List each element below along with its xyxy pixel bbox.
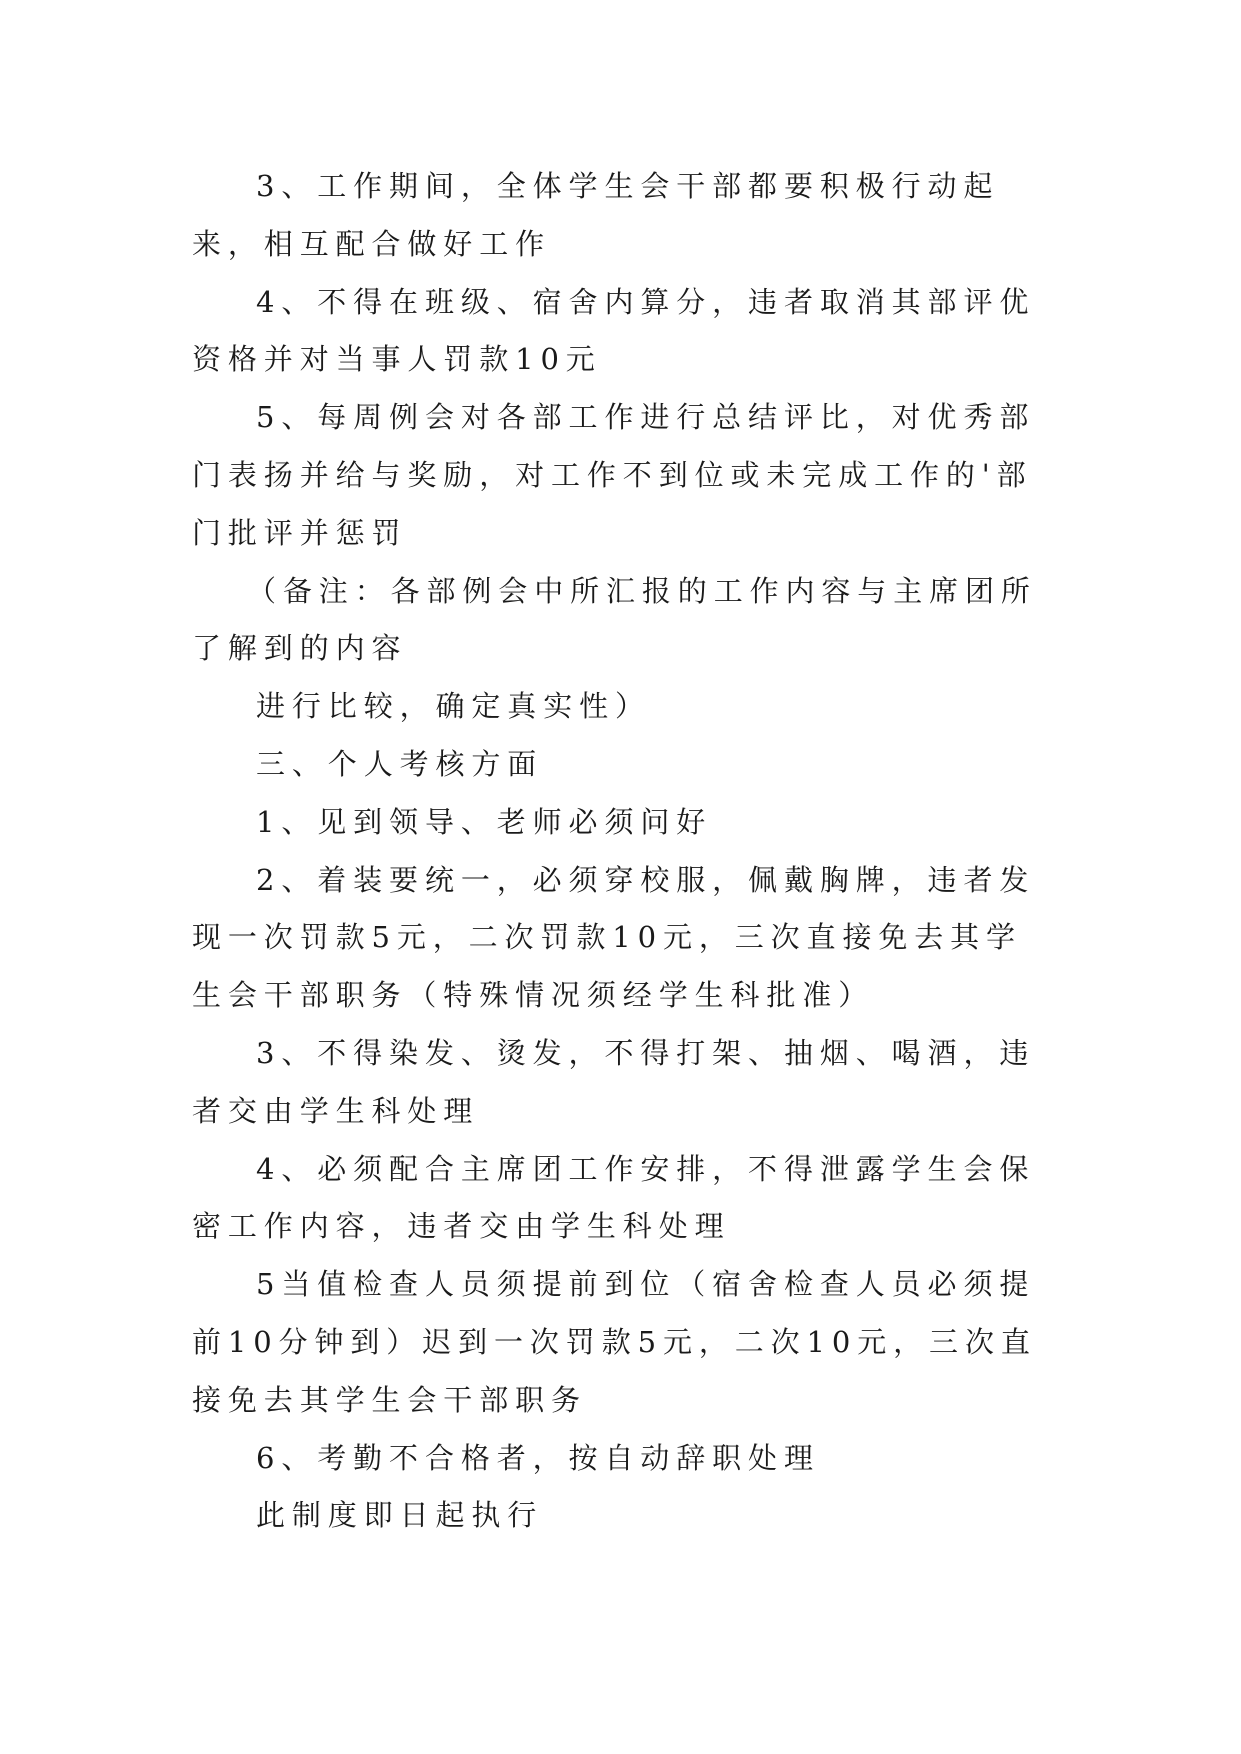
paragraph-note-line-1: （备注：各部例会中所汇报的工作内容与主席团所了解到的内容 <box>192 573 1037 666</box>
section-heading-personal-assessment: 三、个人考核方面 <box>256 746 544 781</box>
paragraph-uniform-rule: 2、着装要统一，必须穿校服，佩戴胸牌，违者发现一次罚款5元，二次罚款10元，三次直接免去其学生会干部职务（特殊情况须经学生科批准） <box>192 862 1036 1013</box>
paragraph-punctuality-rule: 5当值检查人员须提前到位（宿舍检查人员必须提前10分钟到）迟到一次罚款5元，二次10元，三次直接免去其学生会干部职务 <box>192 1267 1037 1417</box>
paragraph-no-scoring-rule: 4、不得在班级、宿舍内算分，违者取消其部评优资格并对当事人罚款10元 <box>192 284 1036 377</box>
paragraph-weekly-meeting-rule: 5、每周例会对各部工作进行总结评比，对优秀部门表扬并给与奖励，对工作不到位或未完成工作的'部门批评并惩罚 <box>192 400 1036 550</box>
paragraph-attendance-rule: 6、考勤不合格者，按自动辞职处理 <box>256 1440 820 1475</box>
paragraph-cooperation-rule: 3、工作期间，全体学生会干部都要积极行动起来，相互配合做好工作 <box>192 169 1000 261</box>
paragraph-note-line-2: 进行比较，确定真实性） <box>256 689 651 724</box>
paragraph-conduct-rule: 3、不得染发、烫发，不得打架、抽烟、喝酒，违者交由学生科处理 <box>192 1035 1036 1128</box>
document-body <box>192 158 1052 1545</box>
paragraph-confidentiality-rule: 4、必须配合主席团工作安排，不得泄露学生会保密工作内容，违者交由学生科处理 <box>192 1151 1036 1244</box>
paragraph-effective-date: 此制度即日起执行 <box>256 1498 544 1533</box>
paragraph-greeting-rule: 1、见到领导、老师必须问好 <box>256 804 713 839</box>
